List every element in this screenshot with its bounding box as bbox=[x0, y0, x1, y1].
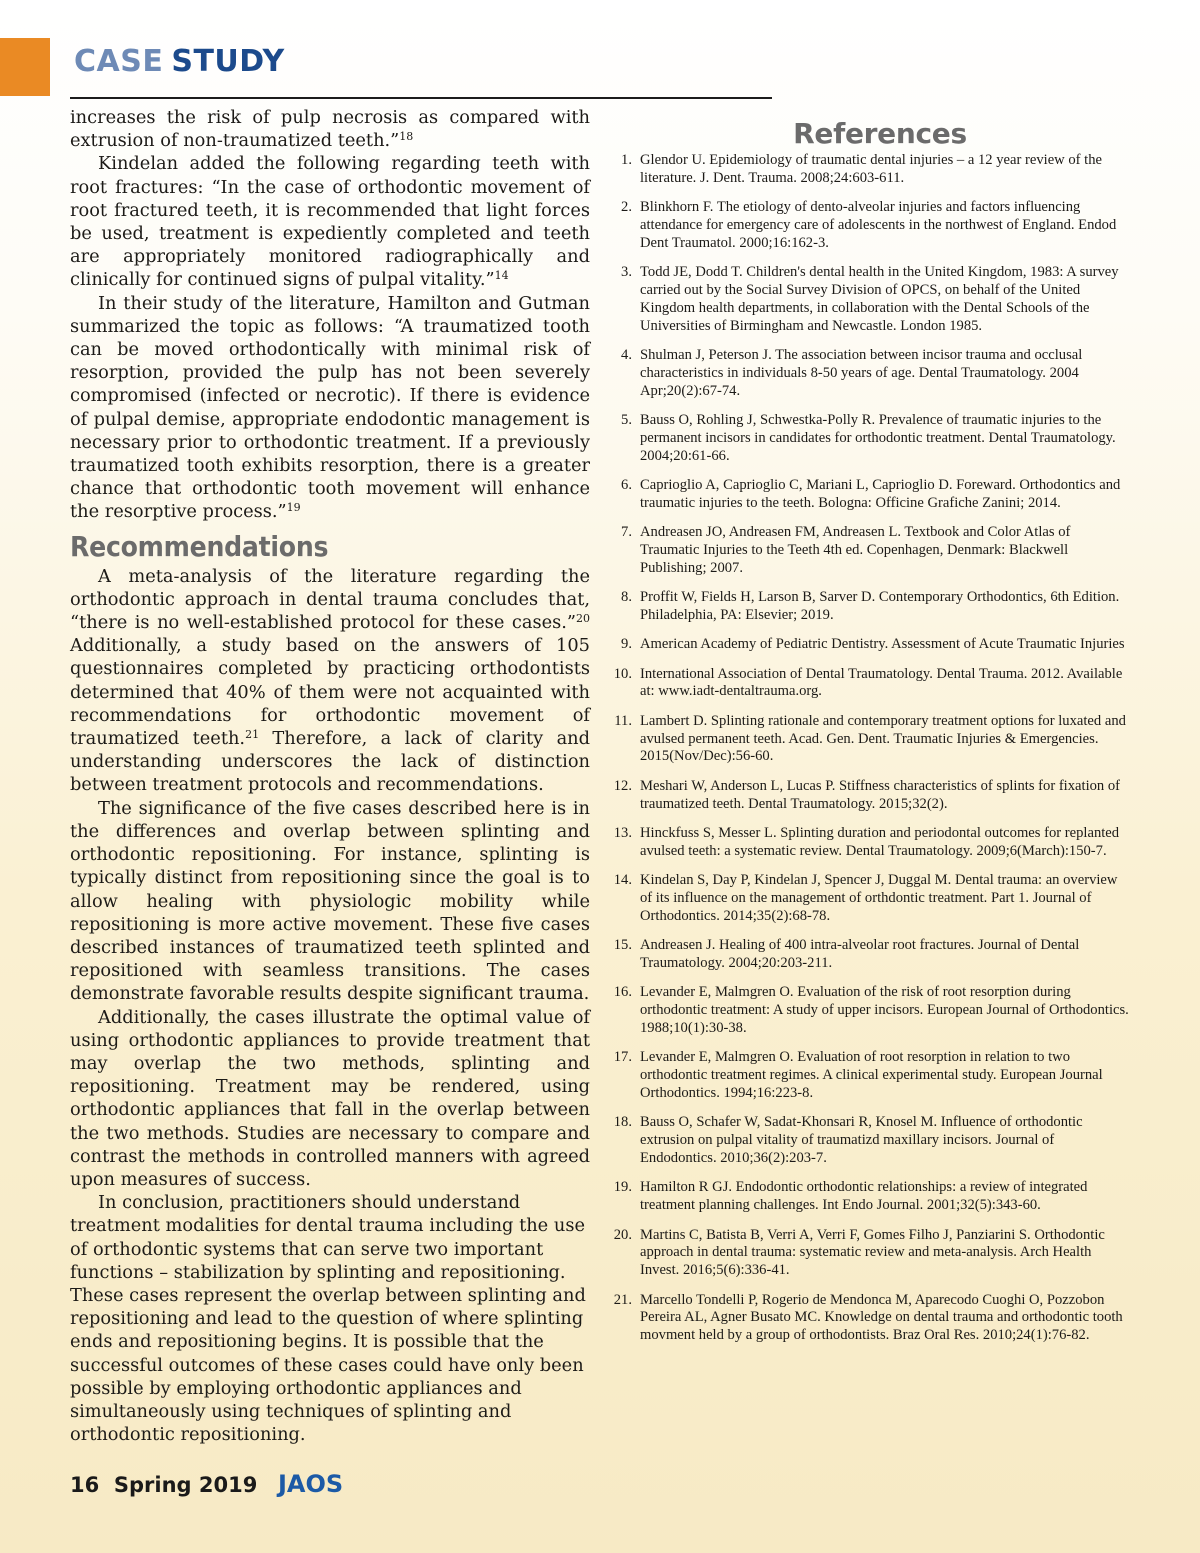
citation-sup: 21 bbox=[245, 728, 260, 742]
paragraph-5: The significance of the five cases described here is in the differences and overlap between splinting and orthodontic repositioning. For instance, splinting is typically distinct from repositioning since the goal is to allow healing with physiologic mobility while repositioning is more active movement. These five cases described instances of traumatized teeth splinted and repositioned with seamless transitions. The cases demonstrate favorable results despite significant trauma. bbox=[70, 797, 590, 1005]
reference-item: 11. Lambert D. Splinting rationale and contemporary treatment options for luxated and avulsed permanent teeth. Acad. Gen. Dent. Traumatic Injuries & Emergencies. 2015(Nov/Dec):56-60. bbox=[614, 712, 1126, 765]
header-case: CASE bbox=[74, 44, 164, 79]
reference-item: 1. Glendor U. Epidemiology of traumatic dental injuries – a 12 year review of the literature. J. Dent. Trauma. 2008;24:603-611. bbox=[621, 152, 1102, 186]
references-heading: References bbox=[793, 117, 967, 150]
reference-item: 8. Proffit W, Fields H, Larson B, Sarver D. Contemporary Orthodontics, 6th Edition. Philadelphia, PA: Elsevier; 2019. bbox=[621, 589, 1120, 623]
recommendations-heading: Recommendations bbox=[70, 529, 329, 563]
reference-item: 13. Hinckfuss S, Messer L. Splinting duration and periodontal outcomes for replanted avulsed teeth: a systematic review. Dental Traumatology. 2009;6(March):150-7. bbox=[613, 825, 1120, 859]
citation-sup: 14 bbox=[494, 269, 509, 283]
page-number: 16 bbox=[70, 1473, 100, 1497]
paragraph-6: Additionally, the cases illustrate the optimal value of using orthodontic appliances to provide treatment that may overlap the two methods, splinting and repositioning. Treatment may be rendered, using orthodontic appliances that fall in the overlap between the two methods. Studies are necessary to compare and contrast the methods in controlled manners with agreed upon measures of success. bbox=[70, 1006, 590, 1190]
header-study: STUDY bbox=[171, 44, 285, 79]
article-body bbox=[70, 106, 590, 1446]
reference-item: 20. Martins C, Batista B, Verri A, Verri F, Gomes Filho J, Panziarini S. Orthodontic approach in dental trauma: systematic review and meta-analysis. Arch Health Invest. 2016;5(6):336-41. bbox=[613, 1226, 1105, 1279]
reference-item: 10. International Association of Dental Traumatology. Dental Trauma. 2012. Available at: www.iadt-dentaltrauma.org. bbox=[613, 665, 1123, 700]
reference-item: 17. Levander E, Malmgren O. Evaluation of root resorption in relation to two orthodontic treatment regimes. A clinical experimental study. European Journal Orthodontics. 1994;16:223-8. bbox=[613, 1049, 1103, 1101]
paragraph-2: Kindelan added the following regarding teeth with root fractures: “In the case of orthodontic movement of root fractured teeth, it is recommended that light forces be used, treatment is expediently completed and teeth are appropriately monitored radiographically and clinically for continued signs of pulpal vitality.”$^{14}$ bbox=[70, 153, 590, 291]
header-rule bbox=[70, 97, 772, 99]
reference-item: 6. Caprioglio A, Caprioglio C, Mariani L, Caprioglio D. Foreward. Orthodontics and traumatic injuries to the teeth. Bologna: Officine Grafiche Zanini; 2014. bbox=[621, 476, 1121, 511]
journal-name: JAOS bbox=[277, 1470, 344, 1498]
orange-tab-marker bbox=[0, 38, 50, 96]
section-header bbox=[74, 44, 285, 79]
reference-item: 12. Meshari W, Anderson L, Lucas P. Stiffness characteristics of splints for fixation of traumatized teeth. Dental Traumatology. 2015;32(2). bbox=[613, 777, 1121, 812]
paragraph-3: In their study of the literature, Hamilton and Gutman summarized the topic as follows: “A traumatized tooth can be moved orthodontically with minimal risk of resorption, provided the pulp has not been severely compromised (infected or necrotic). If there is evidence of pulpal demise, appropriate endodontic management is necessary prior to orthodontic treatment. If a previously traumatized tooth exhibits resorption, there is a greater chance that orthodontic tooth movement will enhance the resorptive process.”$^{19}$ bbox=[70, 292, 590, 523]
references-section bbox=[610, 116, 1130, 1357]
reference-item: 7. Andreasen JO, Andreasen FM, Andreasen L. Textbook and Color Atlas of Traumatic Injuries to the Teeth 4th ed. Copenhagen, Denmark: Blackwell Publishing; 2007. bbox=[621, 524, 1071, 576]
reference-item: 4. Shulman J, Peterson J. The association between incisor trauma and occlusal characteristics in individuals 8-50 years of age. Dental Traumatology. 2004 Apr;20(2):67-74. bbox=[621, 346, 1083, 399]
reference-item: 18. Bauss O, Schafer W, Sadat-Khonsari R, Knosel M. Influence of orthodontic extrusion on pulpal vitality of traumatizd maxillary incisors. Journal of Endodontics. 2010;36(2):203-7. bbox=[613, 1114, 1083, 1166]
reference-item: 16. Levander E, Malmgren O. Evaluation of the risk of root resorption during orthodontic treatment: A study of upper incisors. European Journal of Orthodontics. 1988;10(1):30-38. bbox=[613, 984, 1129, 1036]
reference-item: 3. Todd JE, Dodd T. Children's dental health in the United Kingdom, 1983: A survey carried out by the Social Survey Division of OPCS, on behalf of the United Kingdom health departments, in collaboration with the Dental Schools of the Universities of Birmingham and Newcastle. London 1985. bbox=[621, 264, 1119, 334]
citation-sup: 19 bbox=[286, 501, 301, 515]
issue-label: Spring 2019 bbox=[113, 1473, 258, 1497]
paragraph-7: In conclusion, practitioners should understand treatment modalities for dental trauma including the use of orthodontic systems that can serve two important functions – stabilization by splinting and repositioning. These cases represent the overlap between splinting and repositioning and lead to the question of where splinting ends and repositioning begins. It is possible that the successful outcomes of these cases could have only been possible by employing orthodontic appliances and simultaneously using techniques of splinting and orthodontic repositioning. bbox=[70, 1192, 586, 1446]
reference-item: 15. Andreasen J. Healing of 400 intra-alveolar root fractures. Journal of Dental Traumatology. 2004;20:203-211. bbox=[613, 937, 1080, 971]
references-list bbox=[610, 152, 1130, 1345]
reference-item: 14. Kindelan S, Day P, Kindelan J, Spencer J, Duggal M. Dental trauma: an overview of its influence on the management of orthdontic treatment. Part 1. Journal of Orthodontics. 2014;35(2):68-78. bbox=[613, 872, 1118, 924]
page-footer bbox=[70, 1470, 343, 1498]
paragraph-4: A meta-analysis of the literature regarding the orthodontic approach in dental trauma concludes that, “there is no well-established protocol for these cases.”$^{20}$ Additionally, a study based on the answers of 105 questionnaires completed by practicing orthodontists determined that 40% of them were not acquainted with recommendations for orthodontic movement of traumatized teeth.$^{21}$ Therefore, a lack of clarity and understanding underscores the lack of distinction between treatment protocols and recommendations. bbox=[70, 565, 591, 796]
reference-item: 19. Hamilton R GJ. Endodontic orthodontic relationships: a review of integrated treatment planning challenges. Int Endo Journal. 2001;32(5):343-60. bbox=[613, 1179, 1088, 1214]
citation-sup: 20 bbox=[576, 612, 590, 626]
reference-item: 5. Bauss O, Rohling J, Schwestka-Polly R. Prevalence of traumatic injuries to the permanent incisors in candidates for orthodontic treatment. Dental Traumatology. 2004;20:61-66. bbox=[621, 411, 1116, 464]
reference-item: 2. Blinkhorn F. The etiology of dento-alveolar injuries and factors influencing attendance for emergency care of adolescents in the northwest of England. Endod Dent Traumatol. 2000;16:162-3. bbox=[621, 199, 1117, 251]
citation-sup: 18 bbox=[399, 130, 414, 144]
reference-item: 21. Marcello Tondelli P, Rogerio de Mendonca M, Aparecodo Cuoghi O, Pozzobon Pereira AL, Agner Busato MC. Knowledge on dental trauma and orthodontic tooth movment held by a group of orthodontists. Braz Oral Res. 2010;24(1):76-82. bbox=[613, 1291, 1123, 1344]
paragraph-1: increases the risk of pulp necrosis as compared with extrusion of non-traumatized teeth.”$^{18}$ bbox=[70, 107, 590, 152]
reference-item: 9. American Academy of Pediatric Dentistry. Assessment of Acute Traumatic Injuries bbox=[621, 636, 1125, 653]
